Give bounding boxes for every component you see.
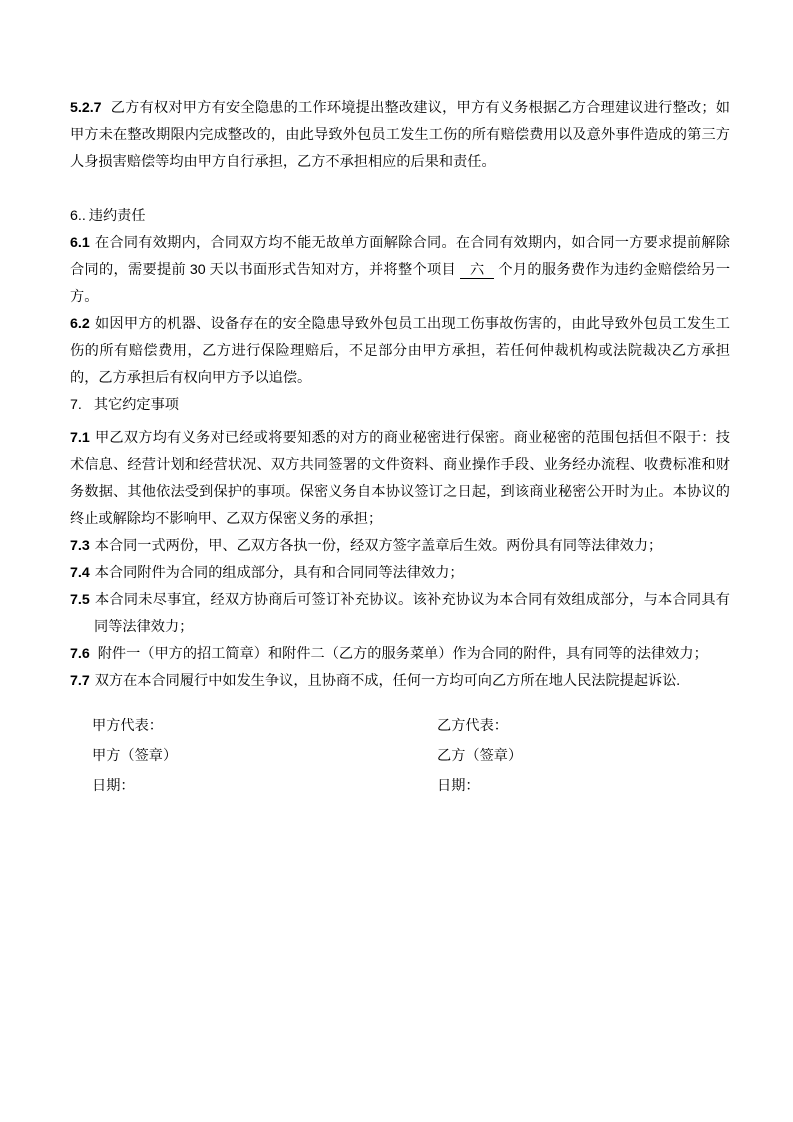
clause-7-4 [70, 560, 730, 587]
clause-7-4-number: 7.4 [70, 565, 90, 581]
party-b-signature-area [437, 711, 730, 801]
clause-7-4-text: 本合同附件为合同的组成部分，具有和合同同等法律效力； [94, 565, 464, 581]
party-b-seal-label: 乙方（签章） [437, 748, 523, 764]
clause-7-5-number: 7.5 [70, 592, 90, 608]
clause-7-1-number: 7.1 [70, 430, 90, 446]
party-a-date-label: 日期： [92, 778, 135, 794]
clause-7-3-number: 7.3 [70, 538, 90, 554]
party-a-representative-label: 甲方代表： [92, 718, 163, 734]
clause-7-6-number: 7.6 [70, 646, 90, 662]
clause-7-3-text: 本合同一式两份，甲、乙双方各执一份，经双方签字盖章后生效。两份具有同等法律效力； [94, 538, 663, 554]
clause-7-7-number: 7.7 [70, 673, 90, 689]
clause-7-5 [70, 587, 730, 641]
section-7-number: 7. [70, 397, 82, 413]
clause-7-6 [70, 641, 730, 668]
section-6-heading [70, 203, 730, 230]
party-a-seal-label: 甲方（签章） [92, 748, 178, 764]
section-7-heading [70, 392, 730, 419]
clause-6-1-text-before-days: 在合同有效期内，合同双方均不能无故单方面解除合同。在合同有效期内，如合同一方要求提前解除合同的，需要提前 [70, 235, 730, 278]
clause-5-2-7 [70, 95, 730, 176]
clause-6-1 [70, 230, 730, 311]
penalty-months-blank: 六 [460, 262, 495, 279]
clause-6-2 [70, 311, 730, 392]
clause-7-6-text: 附件一（甲方的招工简章）和附件二（乙方的服务菜单）作为合同的附件，具有同等的法律效力； [97, 646, 708, 662]
notice-days-value: 30 [189, 262, 206, 278]
clause-6-1-text-after-days: 天以书面形式告知对方，并将整个项目 [209, 262, 457, 278]
section-6-number: 6.. [70, 208, 86, 224]
contract-body [70, 95, 730, 801]
clause-7-5-text: 本合同未尽事宜，经双方协商后可签订补充协议。该补充协议为本合同有效组成部分，与本合同具有同等法律效力； [94, 592, 730, 635]
party-b-representative-label: 乙方代表： [437, 718, 508, 734]
clause-7-1-text: 甲乙双方均有义务对已经或将要知悉的对方的商业秘密进行保密。商业秘密的范围包括但不限于：技术信息、经营计划和经营状况、双方共同签署的文件资料、商业操作手段、业务经办流程、收费标准和财务数据、其他依法受到保护的事项。保密义务自本协议签订之日起，到该商业秘密公开时为止。本协议的终止或解除均不影响甲、乙双方保密义务的承担； [70, 430, 730, 527]
clause-6-1-number: 6.1 [70, 235, 90, 251]
clause-5-2-7-text: 乙方有权对甲方有安全隐患的工作环境提出整改建议，甲方有义务根据乙方合理建议进行整改；如甲方未在整改期限内完成整改的，由此导致外包员工发生工伤的所有赔偿费用以及意外事件造成的第三方人身损害赔偿等均由甲方自行承担，乙方不承担相应的后果和责任。 [70, 100, 730, 170]
clause-7-1 [70, 425, 730, 533]
clause-6-2-text: 如因甲方的机器、设备存在的安全隐患导致外包员工出现工伤事故伤害的，由此导致外包员工发生工伤的所有赔偿费用，乙方进行保险理赔后，不足部分由甲方承担，若任何仲裁机构或法院裁决乙方承担的，乙方承担后有权向甲方予以追偿。 [70, 316, 730, 386]
clause-7-7-text: 双方在本合同履行中如发生争议，且协商不成，任何一方均可向乙方所在地人民法院提起诉讼. [94, 673, 680, 689]
party-a-signature-area [70, 711, 437, 801]
section-7-title: 其它约定事项 [93, 397, 179, 413]
clause-7-7 [70, 668, 730, 695]
party-b-date-label: 日期： [437, 778, 480, 794]
clause-5-2-7-number: 5.2.7 [70, 100, 102, 116]
clause-7-3 [70, 533, 730, 560]
clause-6-2-number: 6.2 [70, 316, 90, 332]
signature-block [70, 711, 730, 801]
section-6-title: 违约责任 [88, 208, 146, 224]
clause-6-1-text-after-blank: 个月的服务费作为违约金赔偿给另一方。 [70, 262, 731, 305]
